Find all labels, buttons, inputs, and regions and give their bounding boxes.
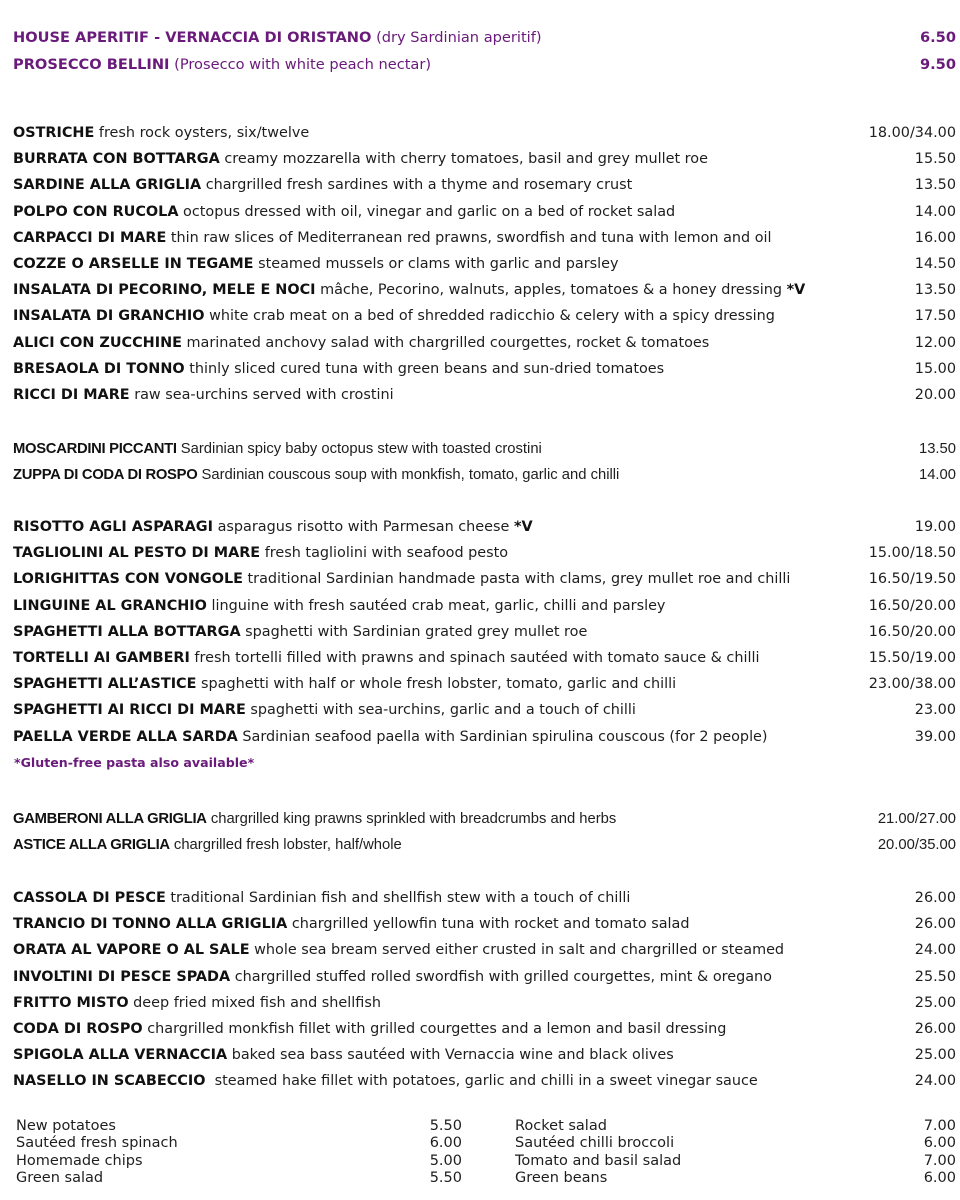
item-description: whole sea bream served either crusted in salt and chargrilled or steamed xyxy=(254,942,785,959)
item-name: BURRATA CON BOTTARGA xyxy=(13,151,220,168)
side-item xyxy=(16,1170,462,1187)
item-description: chargrilled monkfish fillet with grilled courgettes and a lemon and basil dressing xyxy=(147,1020,727,1037)
item-price: 23.00 xyxy=(914,702,956,719)
menu-item xyxy=(13,146,956,172)
aperitif-section xyxy=(13,24,956,78)
side-name: Tomato and basil salad xyxy=(515,1152,682,1169)
side-name: Green beans xyxy=(515,1170,608,1187)
side-name: Sautéed chilli broccoli xyxy=(515,1135,675,1152)
menu-item xyxy=(13,382,956,408)
side-name: Homemade chips xyxy=(16,1152,143,1169)
item-name: BRESAOLA DI TONNO xyxy=(13,360,185,377)
item-name: SPAGHETTI ALL’ASTICE xyxy=(13,676,197,693)
item-price: 26.00 xyxy=(914,916,956,933)
item-name: TRANCIO DI TONNO ALLA GRIGLIA xyxy=(13,916,288,933)
item-price: 25.50 xyxy=(914,968,956,985)
menu-item xyxy=(13,671,956,697)
item-name: POLPO CON RUCOLA xyxy=(13,203,179,220)
menu-item xyxy=(13,356,956,382)
item-description: asparagus risotto with Parmesan cheese xyxy=(217,519,510,535)
item-name: SPAGHETTI ALLA BOTTARGA xyxy=(13,623,241,640)
item-price: 25.00 xyxy=(914,994,956,1011)
side-price: 6.00 xyxy=(923,1170,956,1187)
item-price: 24.00 xyxy=(914,1073,956,1090)
item-name: CODA DI ROSPO xyxy=(13,1020,143,1037)
item-description: (dry Sardinian aperitif) xyxy=(376,29,542,46)
item-description: marinated anchovy salad with chargrilled courgettes, rocket & tomatoes xyxy=(186,334,710,351)
item-price: 9.50 xyxy=(919,56,956,73)
item-name: ZUPPA DI CODA DI ROSPO xyxy=(13,467,198,484)
side-item xyxy=(16,1118,462,1135)
side-item xyxy=(515,1170,956,1187)
item-price: 16.00 xyxy=(914,229,956,246)
item-description: thinly sliced cured tuna with green beans and sun-dried tomatoes xyxy=(189,360,665,377)
item-name: GAMBERONI ALLA GRIGLIA xyxy=(13,811,207,827)
item-description: fresh rock oysters, six/twelve xyxy=(98,125,310,141)
item-price: 13.50 xyxy=(914,177,956,194)
menu-item xyxy=(13,1042,956,1068)
item-description: chargrilled king prawns sprinkled with breadcrumbs and herbs xyxy=(210,811,617,827)
item-name: INVOLTINI DI PESCE SPADA xyxy=(13,968,231,985)
item-price: 26.00 xyxy=(914,1020,956,1037)
item-description: traditional Sardinian handmade pasta with clams, grey mullet roe and chilli xyxy=(247,571,791,588)
item-price: 14.50 xyxy=(914,255,956,272)
item-description: baked sea bass sautéed with Vernaccia wine and black olives xyxy=(231,1047,674,1064)
menu-item xyxy=(13,277,956,303)
item-description: mâche, Pecorino, walnuts, apples, tomatoes & a honey dressing xyxy=(320,282,783,299)
item-price: 14.00 xyxy=(918,467,956,484)
menu-item xyxy=(13,120,956,146)
item-price: 21.00/27.00 xyxy=(877,811,956,827)
item-name: LINGUINE AL GRANCHIO xyxy=(13,597,207,614)
item-price: 18.00/34.00 xyxy=(868,125,956,141)
item-description: creamy mozzarella with cherry tomatoes, basil and grey mullet roe xyxy=(224,151,708,168)
item-price: 13.50 xyxy=(914,282,956,299)
item-description: deep fried mixed fish and shellfish xyxy=(133,994,381,1011)
item-description: linguine with fresh sautéed crab meat, garlic, chilli and parsley xyxy=(211,597,666,614)
menu-item xyxy=(13,436,956,462)
item-price: 17.50 xyxy=(914,308,956,325)
item-price: 13.50 xyxy=(918,441,956,457)
item-price: 15.50 xyxy=(914,151,956,168)
item-description: chargrilled yellowfin tuna with rocket and tomato salad xyxy=(291,916,690,933)
item-description: Sardinian spicy baby octopus stew with toasted crostini xyxy=(180,441,542,457)
menu-item xyxy=(13,724,956,750)
side-item xyxy=(515,1118,956,1135)
gluten-free-note: *Gluten-free pasta also available* xyxy=(14,755,255,770)
item-price: 15.00 xyxy=(914,360,956,377)
item-price: 39.00 xyxy=(914,728,956,745)
mains-section xyxy=(13,885,956,1095)
menu-item xyxy=(13,593,956,619)
item-price: 26.00 xyxy=(914,890,956,906)
item-price: 25.00 xyxy=(914,1047,956,1064)
item-description: octopus dressed with oil, vinegar and garlic on a bed of rocket salad xyxy=(183,203,676,220)
pasta-note-section xyxy=(13,750,956,776)
item-description: traditional Sardinian fish and shellfish stew with a touch of chilli xyxy=(170,890,631,906)
item-name: PROSECCO BELLINI xyxy=(13,56,170,73)
item-price: 6.50 xyxy=(919,29,956,46)
menu-item xyxy=(13,24,956,51)
item-name: TORTELLI AI GAMBERI xyxy=(13,649,190,666)
menu-item xyxy=(13,51,956,78)
grill-section xyxy=(13,806,956,858)
menu-item xyxy=(13,1068,956,1094)
vegetarian-tag: *V xyxy=(513,519,533,535)
side-name: Green salad xyxy=(16,1170,104,1187)
item-name: TAGLIOLINI AL PESTO DI MARE xyxy=(13,545,261,562)
item-description: white crab meat on a bed of shredded radicchio & celery with a spicy dressing xyxy=(209,308,775,325)
item-name: RICCI DI MARE xyxy=(13,386,130,403)
menu-item xyxy=(13,225,956,251)
soups-section xyxy=(13,436,956,488)
side-price: 5.50 xyxy=(429,1170,462,1187)
item-name: NASELLO IN SCABECCIO xyxy=(13,1073,206,1090)
item-description: Sardinian couscous soup with monkfish, tomato, garlic and chilli xyxy=(201,467,620,484)
menu-item xyxy=(13,832,956,858)
item-description: chargrilled fresh lobster, half/whole xyxy=(173,837,402,854)
vegetarian-tag: *V xyxy=(786,282,806,299)
side-item xyxy=(515,1153,956,1170)
item-name: CASSOLA DI PESCE xyxy=(13,890,166,906)
item-name: OSTRICHE xyxy=(13,125,95,141)
side-item xyxy=(16,1153,462,1170)
starters-section xyxy=(13,120,956,408)
item-description: spaghetti with half or whole fresh lobster, tomato, garlic and chilli xyxy=(201,676,677,693)
item-description: steamed mussels or clams with garlic and parsley xyxy=(258,255,619,272)
side-price: 7.00 xyxy=(923,1152,956,1169)
menu-item xyxy=(13,199,956,225)
menu-item xyxy=(13,303,956,329)
menu-item xyxy=(13,514,956,540)
item-price: 23.00/38.00 xyxy=(868,676,956,693)
item-name: CARPACCI DI MARE xyxy=(13,229,167,246)
side-item xyxy=(16,1135,462,1152)
item-price: 15.50/19.00 xyxy=(868,649,956,666)
menu-item xyxy=(13,964,956,990)
item-name: PAELLA VERDE ALLA SARDA xyxy=(13,728,238,745)
item-price: 16.50/20.00 xyxy=(868,623,956,640)
side-price: 5.50 xyxy=(429,1118,462,1134)
item-description: steamed hake fillet with potatoes, garlic and chilli in a sweet vinegar sauce xyxy=(210,1073,758,1090)
item-price: 14.00 xyxy=(914,203,956,220)
menu-item xyxy=(13,937,956,963)
item-name: LORIGHITTAS CON VONGOLE xyxy=(13,571,243,588)
item-description: chargrilled fresh sardines with a thyme and rosemary crust xyxy=(205,177,633,194)
side-price: 6.00 xyxy=(429,1135,462,1152)
item-name: SARDINE ALLA GRIGLIA xyxy=(13,177,202,194)
item-price: 15.00/18.50 xyxy=(868,545,956,562)
item-description: chargrilled stuffed rolled swordfish with grilled courgettes, mint & oregano xyxy=(234,968,772,985)
menu-item xyxy=(13,697,956,723)
item-price: 19.00 xyxy=(914,519,956,535)
item-price: 12.00 xyxy=(914,334,956,351)
menu-item xyxy=(13,806,956,832)
item-description: spaghetti with Sardinian grated grey mullet roe xyxy=(245,623,588,640)
menu-item xyxy=(13,172,956,198)
item-price: 20.00/35.00 xyxy=(877,837,956,854)
sides-column-left xyxy=(16,1118,462,1188)
item-description: Sardinian seafood paella with Sardinian spirulina couscous (for 2 people) xyxy=(242,728,768,745)
side-name: Sautéed fresh spinach xyxy=(16,1135,178,1152)
item-description: fresh tortelli filled with prawns and spinach sautéed with tomato sauce & chilli xyxy=(194,649,760,666)
item-price: 16.50/20.00 xyxy=(868,597,956,614)
menu-item xyxy=(13,911,956,937)
item-name: COZZE O ARSELLE IN TEGAME xyxy=(13,255,254,272)
side-name: New potatoes xyxy=(16,1118,116,1134)
item-description: fresh tagliolini with seafood pesto xyxy=(264,545,509,562)
item-price: 24.00 xyxy=(914,942,956,959)
item-name: ALICI CON ZUCCHINE xyxy=(13,334,182,351)
side-price: 5.00 xyxy=(429,1152,462,1169)
side-name: Rocket salad xyxy=(515,1118,607,1134)
item-name: ASTICE ALLA GRIGLIA xyxy=(13,837,170,854)
item-description: thin raw slices of Mediterranean red prawns, swordfish and tuna with lemon and oil xyxy=(170,229,772,246)
menu-item xyxy=(13,619,956,645)
menu-item xyxy=(13,251,956,277)
item-price: 16.50/19.50 xyxy=(868,571,956,588)
sides-column-right xyxy=(515,1118,956,1188)
menu-item xyxy=(13,1016,956,1042)
item-description: (Prosecco with white peach nectar) xyxy=(174,56,432,73)
side-price: 6.00 xyxy=(923,1135,956,1152)
item-name: SPIGOLA ALLA VERNACCIA xyxy=(13,1047,228,1064)
item-name: SPAGHETTI AI RICCI DI MARE xyxy=(13,702,246,719)
item-name: INSALATA DI GRANCHIO xyxy=(13,308,205,325)
item-description: raw sea-urchins served with crostini xyxy=(134,386,394,403)
side-price: 7.00 xyxy=(923,1118,956,1134)
item-price: 20.00 xyxy=(914,386,956,403)
item-description: spaghetti with sea-urchins, garlic and a touch of chilli xyxy=(250,702,636,719)
side-item xyxy=(515,1135,956,1152)
item-name: INSALATA DI PECORINO, MELE E NOCI xyxy=(13,282,316,299)
menu-item xyxy=(13,540,956,566)
item-name: HOUSE APERITIF - VERNACCIA DI ORISTANO xyxy=(13,29,372,46)
menu-item xyxy=(13,462,956,488)
menu-item xyxy=(13,990,956,1016)
item-name: FRITTO MISTO xyxy=(13,994,129,1011)
menu-item xyxy=(13,566,956,592)
item-name: MOSCARDINI PICCANTI xyxy=(13,441,177,457)
item-name: RISOTTO AGLI ASPARAGI xyxy=(13,519,213,535)
menu-item xyxy=(13,330,956,356)
menu-item xyxy=(13,885,956,911)
item-name: ORATA AL VAPORE O AL SALE xyxy=(13,942,250,959)
pasta-section xyxy=(13,514,956,750)
menu-item xyxy=(13,645,956,671)
